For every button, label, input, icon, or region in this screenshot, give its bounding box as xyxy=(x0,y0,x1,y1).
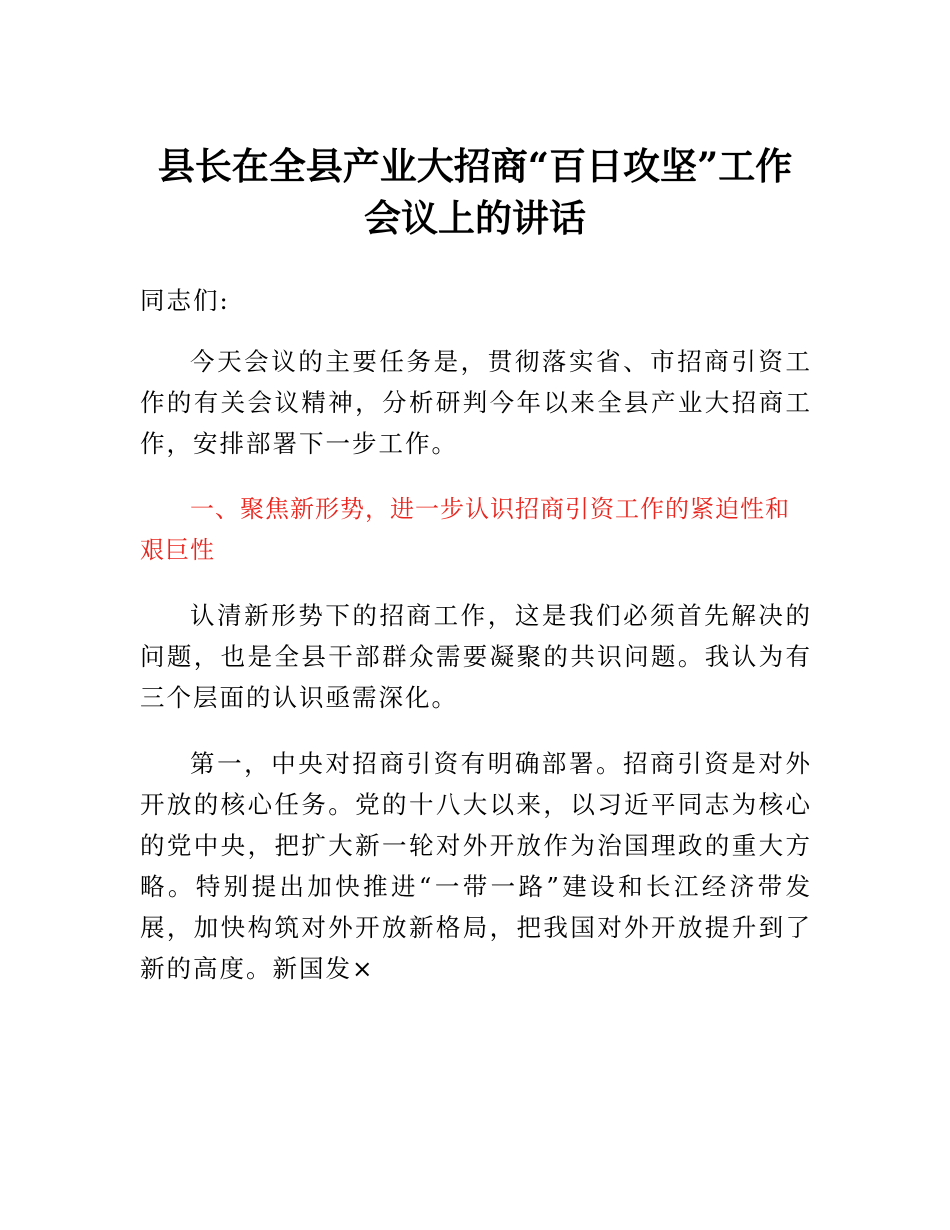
paragraph-recognition: 认清新形势下的招商工作，这是我们必须首先解决的问题，也是全县干部群众需要凝聚的共识问题。我认为有三个层面的认识亟需深化。 xyxy=(140,601,812,712)
section-heading: 一、聚焦新形势，进一步认识招商引资工作的紧迫性和艰巨性 xyxy=(140,495,790,564)
greeting: 同志们: xyxy=(140,286,230,315)
paragraph-intro: 今天会议的主要任务是，贯彻落实省、市招商引资工作的有关会议精神，分析研判今年以来全县产业大招商工作，安排部署下一步工作。 xyxy=(140,347,812,458)
document-title: 县长在全县产业大招商“百日攻坚”工作会议上的讲话 xyxy=(157,144,793,240)
paragraph-first-point: 第一，中央对招商引资有明确部署。招商引资是对外开放的核心任务。党的十八大以来，以习近平同志为核心的党中央，把扩大新一轮对外开放作为治国理政的重大方略。特别提出加快推进“一带一路”建设和长江经济带发展，加快构筑对外开放新格局，把我国对外开放提升到了新的高度。新国发× xyxy=(140,749,812,983)
